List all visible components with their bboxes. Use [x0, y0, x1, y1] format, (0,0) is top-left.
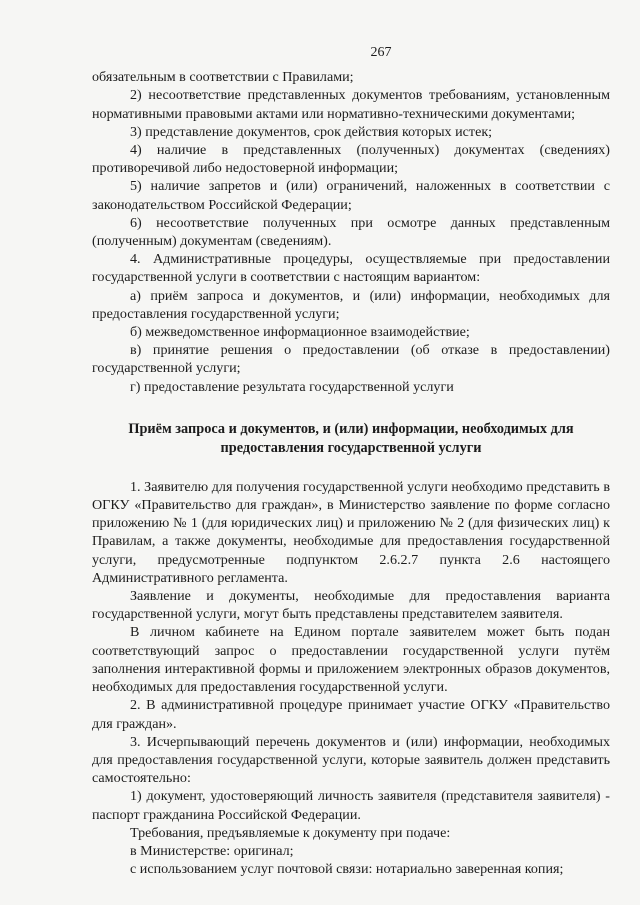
paragraph-top-3: 4) наличие в представленных (полученных) документах (сведениях) противоречивой либо недостоверной информации; [92, 142, 610, 177]
paragraph-bottom-0: 1. Заявителю для получения государственной услуги необходимо представить в ОГКУ «Правительство для граждан», в Министерство заявление по форме согласно приложению № 1 (для юридических лиц) и приложению № 2 (для физических лиц) к Правилам, а также документы, необходимые для предоставления государственной услуги, предусмотренные подпунктом 2.6.2.7 пункта 2.6 настоящего Административного регламента. [92, 478, 610, 586]
paragraph-top-2: 3) представление документов, срок действия которых истек; [130, 123, 493, 140]
section-heading: Приём запроса и документов, и (или) информации, необходимых для предоставления государственной услуги [128, 420, 574, 456]
paragraph-top-9: в) принятие решения о предоставлении (об отказе в предоставлении) государственной услуги; [92, 342, 610, 377]
paragraph-top-10: г) предоставление результата государственной услуги [130, 378, 454, 395]
paragraph-top-1: 2) несоответствие представленных документов требованиям, установленным нормативными правовыми актами или нормативно-техническими документами; [92, 87, 610, 122]
paragraph-top-8: б) межведомственное информационное взаимодействие; [130, 324, 470, 341]
paragraph-bottom-2: В личном кабинете на Едином портале заявителем может быть подан соответствующий запрос о предоставлении государственной услуги путём заполнения интерактивной формы и приложением электронных образов документов, необходимых для предоставления государственной услуги. [92, 624, 610, 696]
paragraph-bottom-1: Заявление и документы, необходимые для предоставления варианта государственной услуги, могут быть представлены представителем заявителя. [92, 588, 610, 623]
paragraph-top-5: 6) несоответствие полученных при осмотре данных представленным (полученным) документам (сведениям). [92, 214, 610, 250]
page-number: 267 [370, 45, 392, 60]
paragraph-bottom-3: 2. В административной процедуре принимает участие ОГКУ «Правительство для граждан». [92, 697, 610, 732]
paragraph-bottom-5: 1) документ, удостоверяющий личность заявителя (представителя заявителя) - паспорт гражданина Российской Федерации. [92, 788, 610, 823]
paragraph-bottom-6: Требования, предъявляемые к документу при подаче: [130, 824, 451, 841]
paragraph-top-0: обязательным в соответствии с Правилами; [92, 69, 354, 86]
paragraph-bottom-4: 3. Исчерпывающий перечень документов и (или) информации, необходимых для предоставления государственной услуги, которые заявитель должен представить самостоятельно: [92, 733, 610, 787]
paragraph-bottom-7: в Министерстве: оригинал; [130, 842, 294, 859]
paragraph-top-6: 4. Административные процедуры, осуществляемые при предоставлении государственной услуги в соответствии с настоящим вариантом: [92, 251, 610, 286]
paragraph-bottom-8: с использованием услуг почтовой связи: нотариально заверенная копия; [130, 861, 564, 878]
paragraph-top-4: 5) наличие запретов и (или) ограничений, наложенных в соответствии с законодательством Российской Федерации; [92, 178, 610, 213]
paragraph-top-7: а) приём запроса и документов, и (или) информации, необходимых для предоставления государственной услуги; [92, 287, 610, 322]
